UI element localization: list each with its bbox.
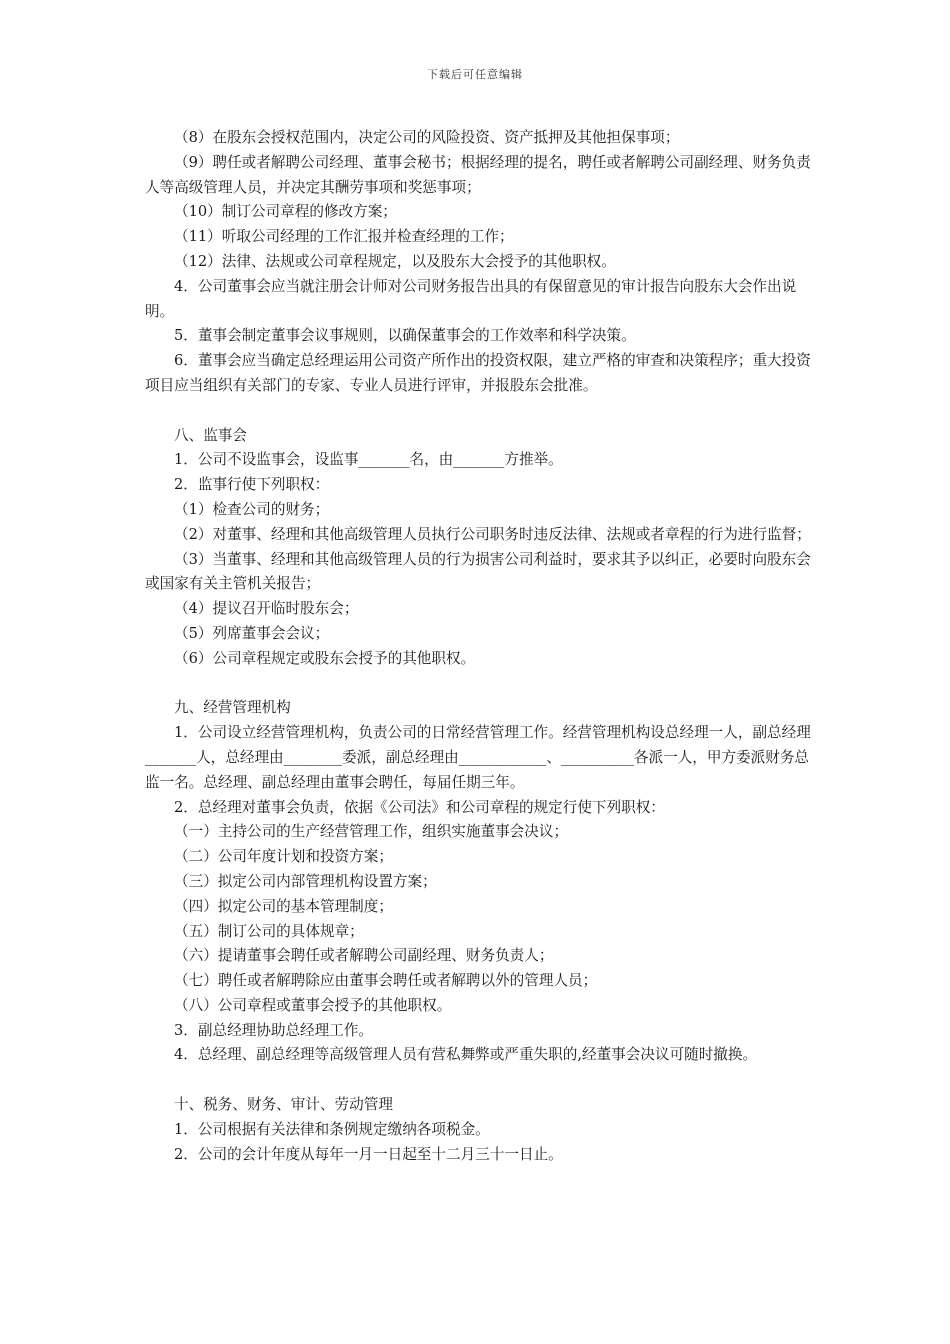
paragraph-board-power-8: （8）在股东会授权范围内，决定公司的风险投资、资产抵押及其他担保事项；: [174, 129, 680, 146]
paragraph-board-item-5: 5．董事会制定董事会议事规则，以确保董事会的工作效率和科学决策。: [174, 327, 636, 345]
section-heading-supervisor: 八、监事会: [174, 426, 247, 444]
paragraph-tax-item-1: 1．公司根据有关法律和条例规定缴纳各项税金。: [174, 1120, 490, 1138]
paragraph-supervisor-item-1: 1．公司不设监事会，设监事_______名，由_______方推举。: [174, 451, 563, 469]
section-gap: [145, 1068, 813, 1093]
paragraph-supervisor-power-1: （1）检查公司的财务；: [174, 500, 330, 518]
paragraph-board-power-10: （10）制订公司章程的修改方案；: [174, 203, 397, 221]
section-heading-management: 九、经营管理机构: [174, 699, 291, 717]
paragraph-board-item-4: 4．公司董事会应当就注册会计师对公司财务报告出具的有保留意见的审计报告向股东大会作出说明。: [145, 277, 797, 320]
paragraph-supervisor-item-2: 2．监事行使下列职权：: [174, 476, 330, 494]
paragraph-tax-item-2: 2．公司的会计年度从每年一月一日起至十二月三十一日止。: [174, 1145, 563, 1163]
paragraph-gm-power-5: （五）制订公司的具体规章；: [174, 922, 364, 940]
paragraph-gm-power-1: （一）主持公司的生产经营管理工作，组织实施董事会决议；: [174, 823, 569, 841]
paragraph-gm-power-4: （四）拟定公司的基本管理制度；: [174, 897, 393, 915]
paragraph-supervisor-power-2: （2）对董事、经理和其他高级管理人员执行公司职务时违反法律、法规或者章程的行为进行监督；: [174, 525, 811, 543]
section-gap: [145, 672, 813, 697]
document-body: [145, 126, 813, 1167]
paragraph-supervisor-power-6: （6）公司章程规定或股东会授予的其他职权。: [174, 649, 476, 667]
paragraph-gm-power-2: （二）公司年度计划和投资方案；: [174, 848, 393, 866]
paragraph-gm-power-6: （六）提请董事会聘任或者解聘公司副经理、财务负责人；: [174, 947, 554, 965]
paragraph-management-item-4: 4．总经理、副总经理等高级管理人员有营私舞弊或严重失职的,经董事会决议可随时撤换。: [174, 1046, 758, 1064]
paragraph-management-item-3: 3．副总经理协助总经理工作。: [174, 1021, 374, 1039]
paragraph-board-item-6: 6．董事会应当确定总经理运用公司资产所作出的投资权限，建立严格的审查和决策程序；重大投资项目应当组织有关部门的专家、专业人员进行评审，并报股东会批准。: [145, 352, 811, 394]
paragraph-supervisor-power-4: （4）提议召开临时股东会；: [174, 600, 359, 618]
paragraph-gm-power-8: （八）公司章程或董事会授予的其他职权。: [174, 996, 452, 1014]
section-heading-tax-finance: 十、税务、财务、审计、劳动管理: [174, 1096, 393, 1114]
paragraph-supervisor-power-5: （5）列席董事会会议；: [174, 624, 330, 642]
paragraph-management-item-1: 1．公司设立经营管理机构，负责公司的日常经营管理工作。经营管理机构设总经理一人，副总经理_______人，总经理由________委派，副总经理由____________、__________各派一人，甲方委派财务总监一名。总经理、副总经理由董事会聘任，每届任期三年。: [145, 724, 811, 791]
section-gap: [145, 399, 813, 424]
paragraph-board-power-12: （12）法律、法规或公司章程规定，以及股东大会授予的其他职权。: [174, 252, 616, 270]
header-note: 下载后可任意编辑: [427, 68, 523, 81]
paragraph-board-power-11: （11）听取公司经理的工作汇报并检查经理的工作；: [174, 228, 514, 246]
paragraph-management-item-2: 2．总经理对董事会负责，依据《公司法》和公司章程的规定行使下列职权：: [174, 798, 665, 816]
paragraph-supervisor-power-3: （3）当董事、经理和其他高级管理人员的行为损害公司利益时，要求其予以纠正，必要时向股东会或国家有关主管机关报告；: [145, 550, 811, 593]
paragraph-gm-power-7: （七）聘任或者解聘除应由董事会聘任或者解聘以外的管理人员；: [174, 972, 598, 990]
paragraph-gm-power-3: （三）拟定公司内部管理机构设置方案；: [174, 872, 437, 890]
paragraph-board-power-9: （9）聘任或者解聘公司经理、董事会秘书；根据经理的提名，聘任或者解聘公司副经理、财务负责人等高级管理人员，并决定其酬劳事项和奖惩事项；: [145, 153, 811, 196]
